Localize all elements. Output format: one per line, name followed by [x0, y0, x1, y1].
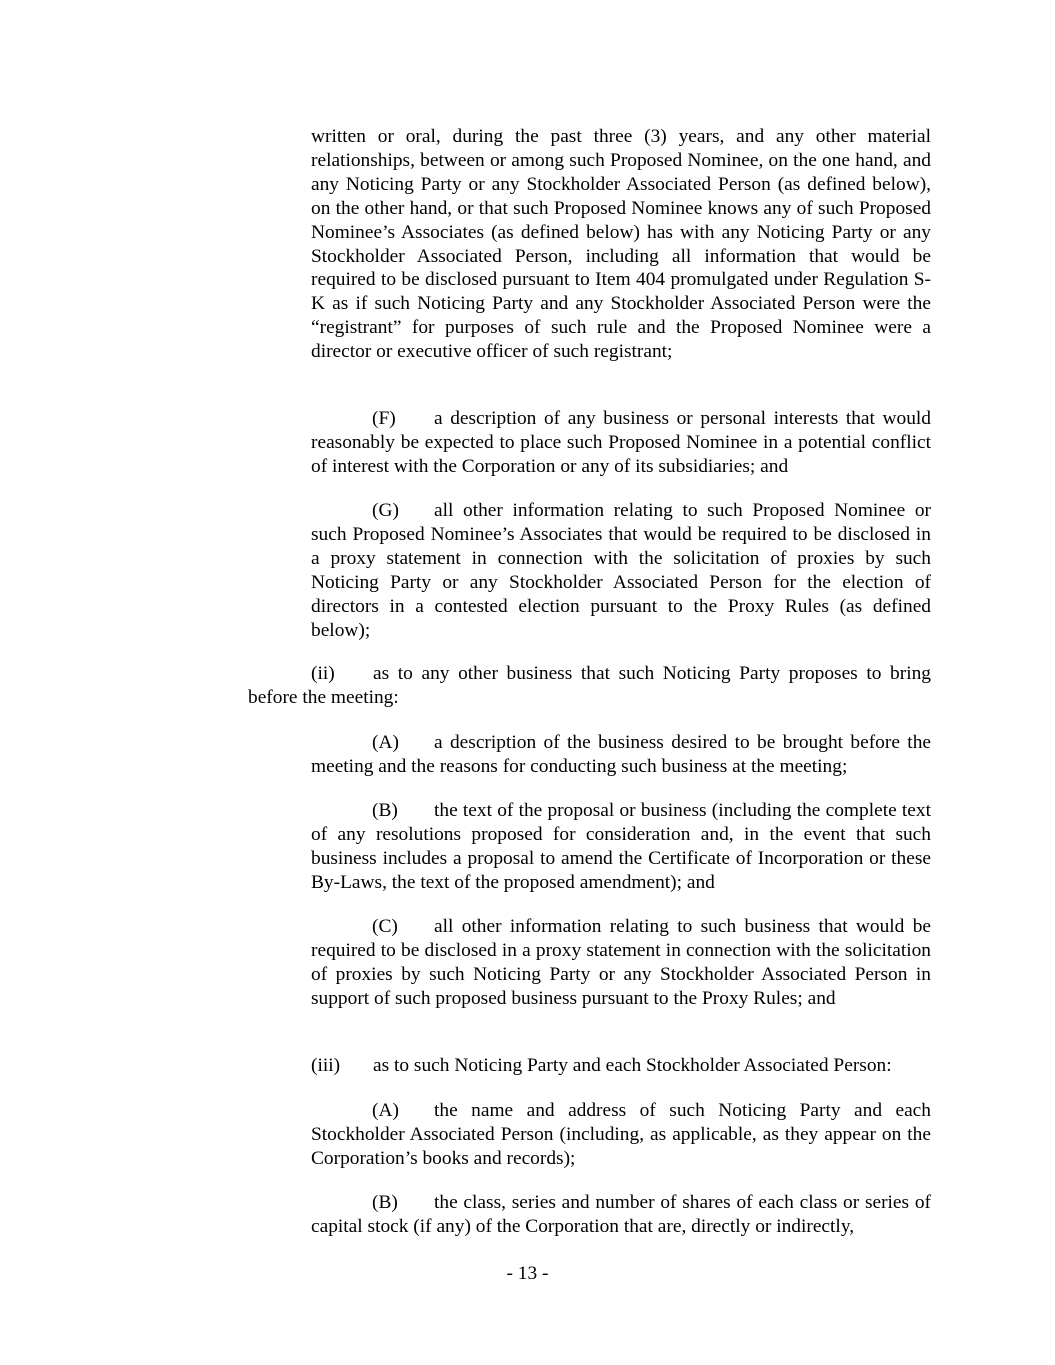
clause-ii-C	[311, 915, 931, 1011]
clause-G-label: (G)	[372, 500, 399, 521]
clause-iii-A-text: the name and address of such Noticing Party and each Stockholder Associated Person (including, as applicable, as they appear on the Corporation’s books and records);	[311, 1100, 931, 1169]
clause-iii-B-label: (B)	[372, 1192, 398, 1213]
clause-iii-B	[311, 1191, 931, 1239]
clause-F	[311, 407, 931, 479]
clause-iii-A	[311, 1099, 931, 1171]
clause-ii-text: as to any other business that such Noticing Party proposes to bring before the meeting:	[248, 663, 931, 708]
clause-ii-B-label: (B)	[372, 800, 398, 821]
clause-ii-B-text: the text of the proposal or business (including the complete text of any resolutions proposed for consideration and, in the event that such business includes a proposal to amend the Certificate of Incorporation or these By-Laws, the text of the proposed amendment); and	[311, 800, 931, 893]
paragraph-continuation: written or oral, during the past three (3) years, and any other material relationships, between or among such Proposed Nominee, on the one hand, and any Noticing Party or any Stockholder Associated Person (as defined below), on the other hand, or that such Proposed Nominee knows any of such Proposed Nominee’s Associates (as defined below) has with any Noticing Party or any Stockholder Associated Person, including all information that would be required to be disclosed pursuant to Item 404 promulgated under Regulation S-K as if such Noticing Party and any Stockholder Associated Person were the “registrant” for purposes of such rule and the Proposed Nominee were a director or executive officer of such registrant;	[311, 126, 931, 363]
clause-F-text: a description of any business or personal interests that would reasonably be expected to place such Proposed Nominee in a potential conflict of interest with the Corporation or any of its subsidiaries; and	[311, 408, 931, 477]
clause-ii-B	[311, 799, 931, 895]
clause-ii-label: (ii)	[311, 663, 335, 684]
clause-ii-A-text: a description of the business desired to be brought before the meeting and the reasons for conducting such business at the meeting;	[311, 732, 931, 777]
page-number: - 13 -	[506, 1263, 549, 1284]
clause-iii-text: as to such Noticing Party and each Stockholder Associated Person:	[373, 1055, 892, 1076]
clause-ii	[248, 662, 931, 710]
clause-G-text: all other information relating to such Proposed Nominee or such Proposed Nominee’s Associates that would be required to be disclosed in a proxy statement in connection with the solicitation of proxies by such Noticing Party or any Stockholder Associated Person for the election of directors in a contested election pursuant to the Proxy Rules (as defined below);	[311, 500, 931, 641]
clause-iii-label: (iii)	[311, 1055, 341, 1076]
clause-iii-B-text: the class, series and number of shares of each class or series of capital stock (if any) of the Corporation that are, directly or indirectly,	[311, 1192, 931, 1237]
clause-G	[311, 499, 931, 642]
clause-ii-C-label: (C)	[372, 916, 398, 937]
clause-ii-A	[311, 731, 931, 779]
clause-ii-A-label: (A)	[372, 732, 399, 753]
clause-F-label: (F)	[372, 408, 396, 429]
clause-ii-C-text: all other information relating to such business that would be required to be disclosed in a proxy statement in connection with the solicitation of proxies by such Noticing Party or any Stockholder Associated Person in support of such proposed business pursuant to the Proxy Rules; and	[311, 916, 931, 1009]
clause-iii	[311, 1054, 931, 1078]
clause-iii-A-label: (A)	[372, 1100, 399, 1121]
